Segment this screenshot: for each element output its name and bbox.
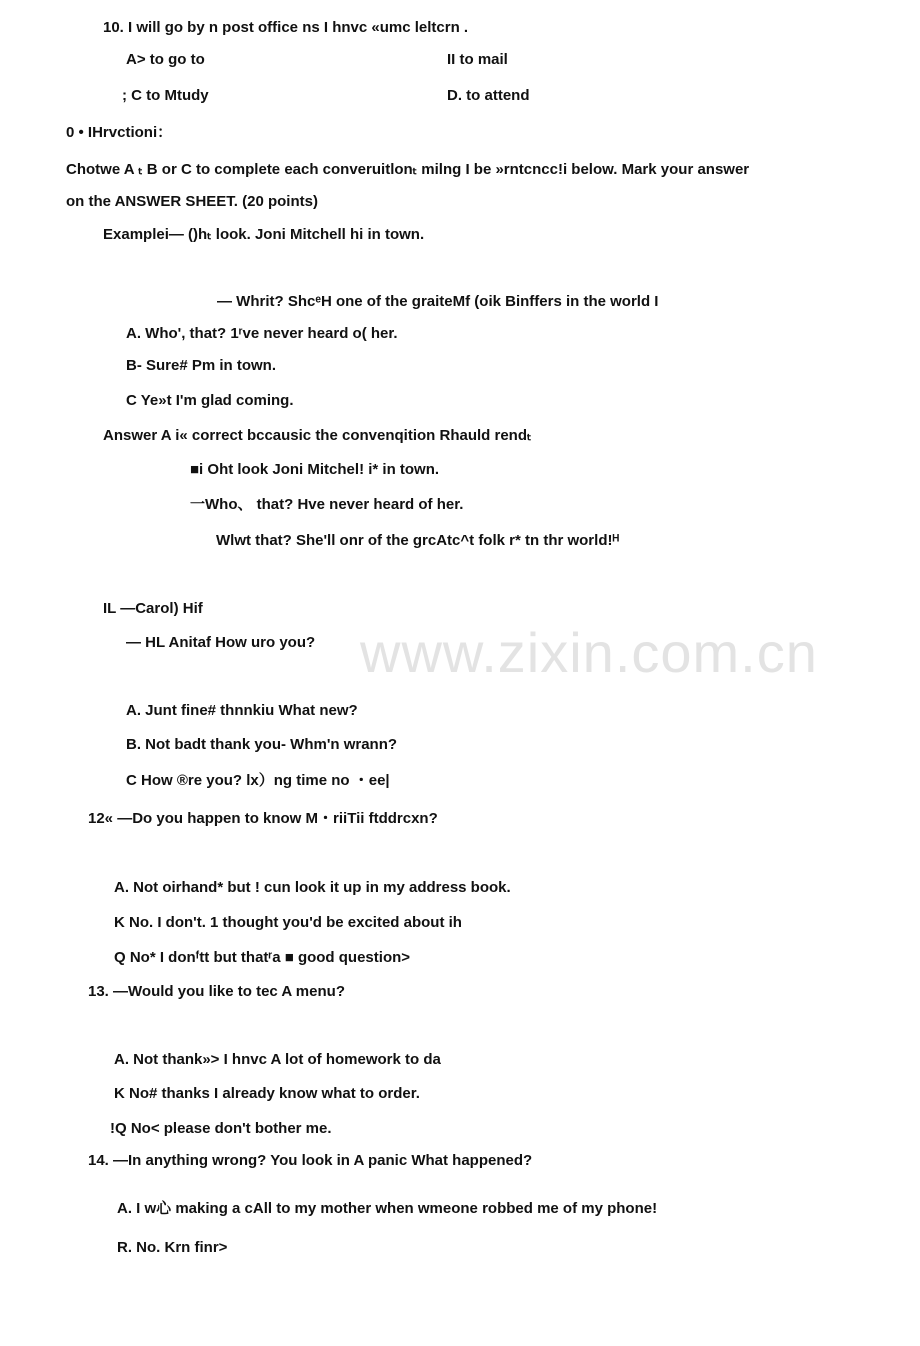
example-answer-line-3: Wlwt that? She'll onr of the grcAtc^t folk r* tn thr world!ᴴ [216, 532, 620, 549]
section-instructions-cont: on the ANSWER SHEET. (20 points) [66, 193, 318, 210]
example-answer-line-1: ■i Oht look Joni Mitchel! i* in town. [190, 461, 440, 478]
question-10-option-a: A> to go to [126, 51, 205, 68]
watermark: www.zixin.com.cn [360, 621, 818, 684]
question-10-option-d: D. to attend [447, 87, 530, 104]
question-13-option-a: A. Not thank»> I hnvc A lot of homework to da [114, 1051, 441, 1068]
section-instructions: Chotwe A ₜ B or C to complete each converuitlonₜ milng I be »rntcncc!i below. Mark your answer [66, 161, 750, 178]
question-13-option-b: K No# thanks I already know what to order. [114, 1085, 420, 1102]
example-option-a: A. Who', that? 1ʳve never heard o( her. [126, 325, 398, 342]
question-11-reply: — HL Anitaf How uro you? [126, 634, 316, 651]
section-heading: 0 • IHrvctioni： [66, 124, 173, 141]
question-11-option-c: C How ®re you? lx）ng time no ・ee| [126, 772, 390, 789]
example-line-1: Examplei— ()hₜ look. Joni Mitchell hi in town. [103, 226, 425, 243]
question-12-stem: 12« —Do you happen to know M・riiTii ftddrcxn? [88, 810, 438, 827]
question-11-option-a: A. Junt fine# thnnkiu What new? [126, 702, 358, 719]
question-11-option-b: B. Not badt thank you- Whm'n wrann? [126, 736, 398, 753]
question-14-stem: 14. —In anything wrong? You look in A panic What happened? [88, 1152, 533, 1169]
question-14-option-a: A. I w心 making a cAll to my mother when wmeone robbed me of my phone! [117, 1200, 658, 1217]
example-answer: Answer A i« correct bccausic the convenqition Rhauld rendₜ [103, 427, 532, 444]
question-14-option-b: R. No. Krn finr> [117, 1239, 228, 1256]
question-11-stem: IL —Carol) Hif [103, 600, 203, 617]
question-10-stem: 10. I will go by n post office ns I hnvc «umc leltcrn . [103, 19, 469, 36]
example-option-b: B- Sure# Pm in town. [126, 357, 277, 374]
question-12-option-b: K No. I don't. 1 thought you'd be excited about ih [114, 914, 462, 931]
question-10-option-b: II to mail [447, 51, 508, 68]
question-13-stem: 13. —Would you like to tec A menu? [88, 983, 345, 1000]
question-10-option-c: ; C to Mtudy [122, 87, 209, 104]
question-12-option-a: A. Not oirhand* but ! cun look it up in my address book. [114, 879, 511, 896]
question-12-option-c: Q No* I donᶠtt but thatʳa ■ good question> [114, 949, 411, 966]
example-option-c: C Ye»t I'm glad coming. [126, 392, 294, 409]
example-line-2: — Whrit? ShcᵉH one of the graiteMf (oik Binffers in the world I [217, 293, 659, 310]
question-13-option-c: !Q No< please don't bother me. [110, 1120, 332, 1137]
example-answer-line-2: 一Who、 that? Hve never heard of her. [190, 496, 464, 513]
